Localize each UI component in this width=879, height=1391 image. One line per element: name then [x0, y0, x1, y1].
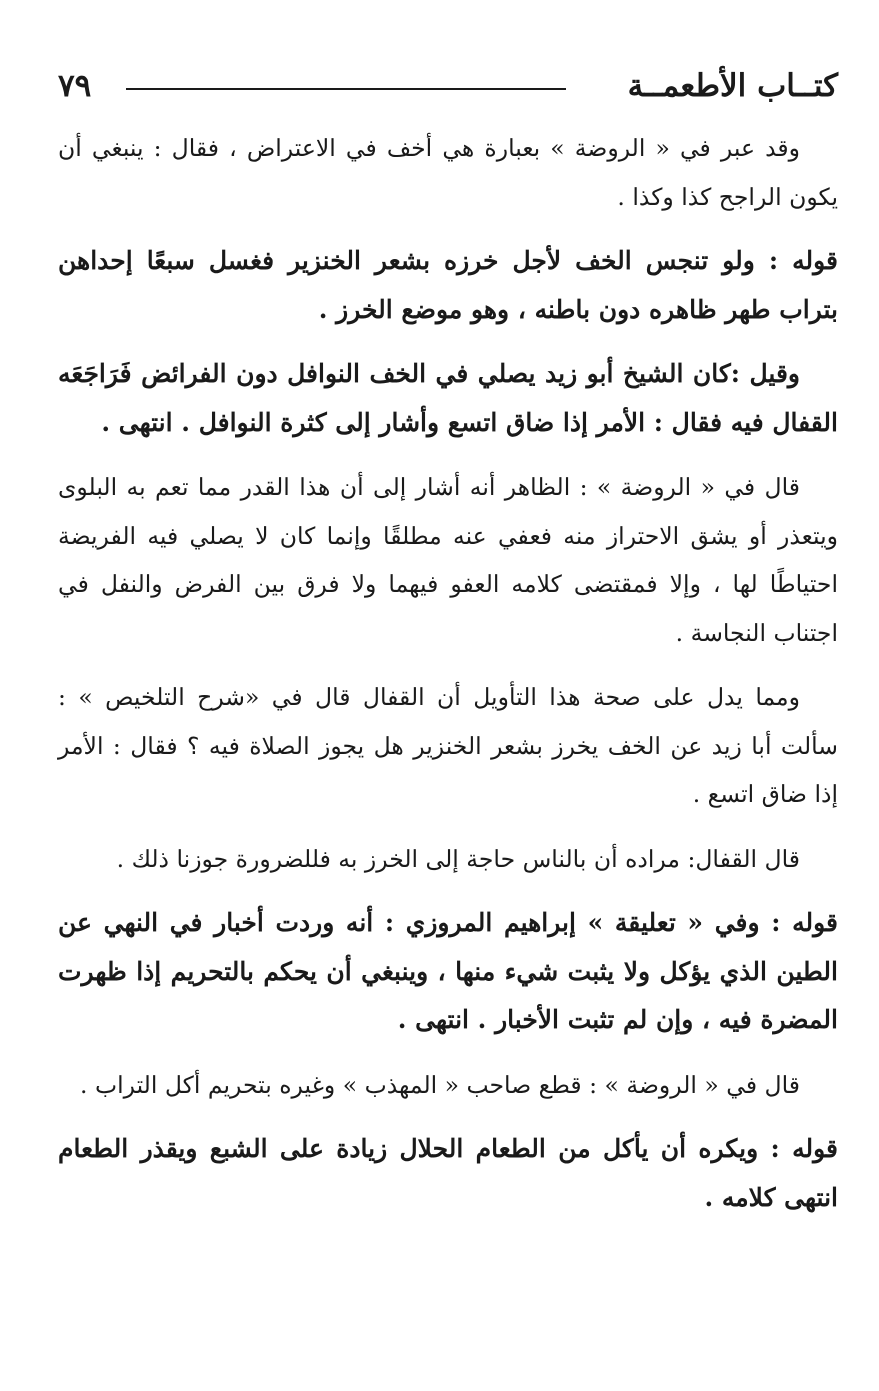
paragraph-2: قال في « الروضة » : الظاهر أنه أشار إلى أن هذا القدر مما تعم به البلوى ويتعذر أو يشق الاحتراز منه فعفي عنه مطلقًا وإنما كان لا يصلي فيه الفريضة احتياطًا لها ، وإلا فمقتضى كلامه العفو فيهما ولا فرق بين الفرض والنفل في اجتناب النجاسة . [58, 473, 838, 647]
page-body [58, 124, 838, 1238]
quoted-statement-1: قوله : ولو تنجس الخف لأجل خرزه بشعر الخنزير فغسل سبعًا إحداهن بتراب طهر ظاهره دون باطنه ، وهو موضع الخرز . [58, 246, 838, 324]
quoted-statement-4: قوله : ويكره أن يأكل من الطعام الحلال زيادة على الشبع ويقذر الطعام انتهى كلامه . [58, 1134, 838, 1212]
page-number: ٧٩ [58, 68, 92, 104]
page-header [58, 62, 838, 110]
paragraph-4: قال القفال: مراده أن بالناس حاجة إلى الخرز به فللضرورة جوزنا ذلك . [116, 844, 800, 873]
paragraph-3: ومما يدل على صحة هذا التأويل أن القفال قال في «شرح التلخيص » : سألت أبا زيد عن الخف يخرز بشعر الخنزير هل يجوز الصلاة فيه ؟ فقال : الأمر إذا ضاق اتسع . [58, 683, 838, 808]
quoted-statement-3: قوله : وفي « تعليقة » إبراهيم المروزي : أنه وردت أخبار في النهي عن الطين الذي يؤكل ولا يثبت شيء منها ، وينبغي أن يحكم بالتحريم إذا ظهرت المضرة فيه ، وإن لم تثبت الأخبار . انتهى . [58, 908, 838, 1034]
header-rule [126, 88, 566, 90]
quoted-statement-2: وقيل :كان الشيخ أبو زيد يصلي في الخف النوافل دون الفرائض فَرَاجَعَه القفال فيه فقال : الأمر إذا ضاق اتسع وأشار إلى كثرة النوافل . انتهى . [58, 359, 838, 437]
paragraph-1: وقد عبر في « الروضة » بعبارة هي أخف في الاعتراض ، فقال : ينبغي أن يكون الراجح كذا وكذا . [58, 134, 838, 211]
paragraph-5: قال في « الروضة » : قطع صاحب « المهذب » وغيره بتحريم أكل التراب . [80, 1070, 800, 1099]
running-title: كتــاب الأطعمــة [627, 68, 838, 104]
